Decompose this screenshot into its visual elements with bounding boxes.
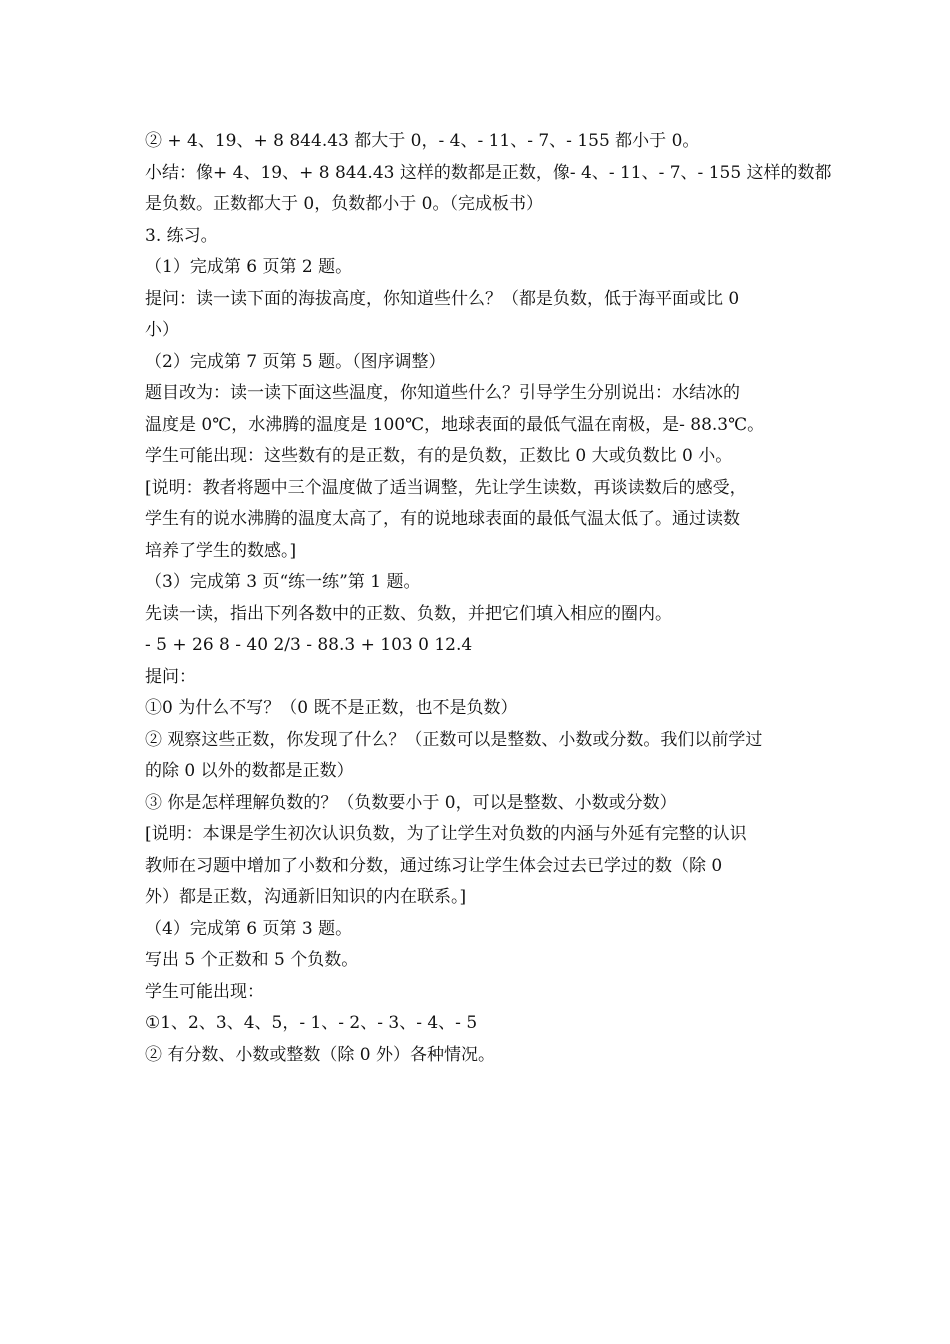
answer-item: ①1、2、3、4、5，- 1、- 2、- 3、- 4、- 5	[145, 1013, 478, 1033]
note-line: 教师在习题中增加了小数和分数，通过练习让学生体会过去已学过的数（除 0	[145, 855, 723, 876]
exercise-item: （4）完成第 6 页第 3 题。	[145, 918, 353, 939]
note-line: 学生有的说水沸腾的温度太高了，有的说地球表面的最低气温太低了。通过读数	[145, 509, 740, 529]
text-line: 小）	[145, 320, 179, 340]
document-body	[145, 126, 832, 1071]
text-line: 先读一读，指出下列各数中的正数、负数，并把它们填入相应的圈内。	[145, 603, 672, 624]
text-line: 提问：	[145, 666, 196, 687]
question-item: ② 观察这些正数，你发现了什么？（正数可以是整数、小数或分数。我们以前学过	[145, 729, 763, 750]
exercise-item: （2）完成第 7 页第 5 题。（图序调整）	[145, 351, 446, 372]
text-line: 小结：像+ 4、19、+ 8 844.43 这样的数都是正数，像- 4、- 11、- 7、- 155 这样的数都	[145, 162, 832, 183]
text-line: 题目改为：读一读下面这些温度，你知道些什么？引导学生分别说出：水结冰的	[145, 383, 740, 403]
note-line: 外）都是正数，沟通新旧知识的内在联系。]	[145, 887, 467, 907]
text-line: 学生可能出现：	[145, 981, 264, 1002]
note-line: 培养了学生的数感。]	[145, 540, 297, 561]
text-line: 的除 0 以外的数都是正数）	[145, 761, 354, 781]
question-item: ①0 为什么不写？（0 既不是正数，也不是负数）	[145, 698, 518, 718]
text-line: 学生可能出现：这些数有的是正数，有的是负数，正数比 0 大或负数比 0 小。	[145, 446, 733, 466]
note-line: [说明：教者将题中三个温度做了适当调整，先让学生读数，再谈读数后的感受，	[145, 477, 747, 498]
text-line: 是负数。正数都大于 0，负数都小于 0。（完成板书）	[145, 194, 543, 214]
number-list: - 5 + 26 8 - 40 2/3 - 88.3 + 103 0 12.4	[145, 635, 473, 655]
exercise-item: （3）完成第 3 页“练一练”第 1 题。	[145, 572, 421, 592]
exercise-item: （1）完成第 6 页第 2 题。	[145, 257, 353, 277]
answer-item: ② 有分数、小数或整数（除 0 外）各种情况。	[145, 1044, 496, 1065]
text-line: ② + 4、19、+ 8 844.43 都大于 0，- 4、- 11、- 7、- 155 都小于 0。	[145, 131, 700, 151]
text-line: 提问：读一读下面的海拔高度，你知道些什么？（都是负数，低于海平面或比 0	[145, 288, 740, 309]
text-line: 写出 5 个正数和 5 个负数。	[145, 950, 359, 970]
note-line: [说明：本课是学生初次认识负数，为了让学生对负数的内涵与外延有完整的认识	[145, 824, 747, 844]
question-item: ③ 你是怎样理解负数的？（负数要小于 0，可以是整数、小数或分数）	[145, 792, 677, 813]
section-heading: 3. 练习。	[145, 225, 218, 246]
text-line: 温度是 0℃，水沸腾的温度是 100℃，地球表面的最低气温在南极，是- 88.3℃。	[145, 414, 765, 435]
